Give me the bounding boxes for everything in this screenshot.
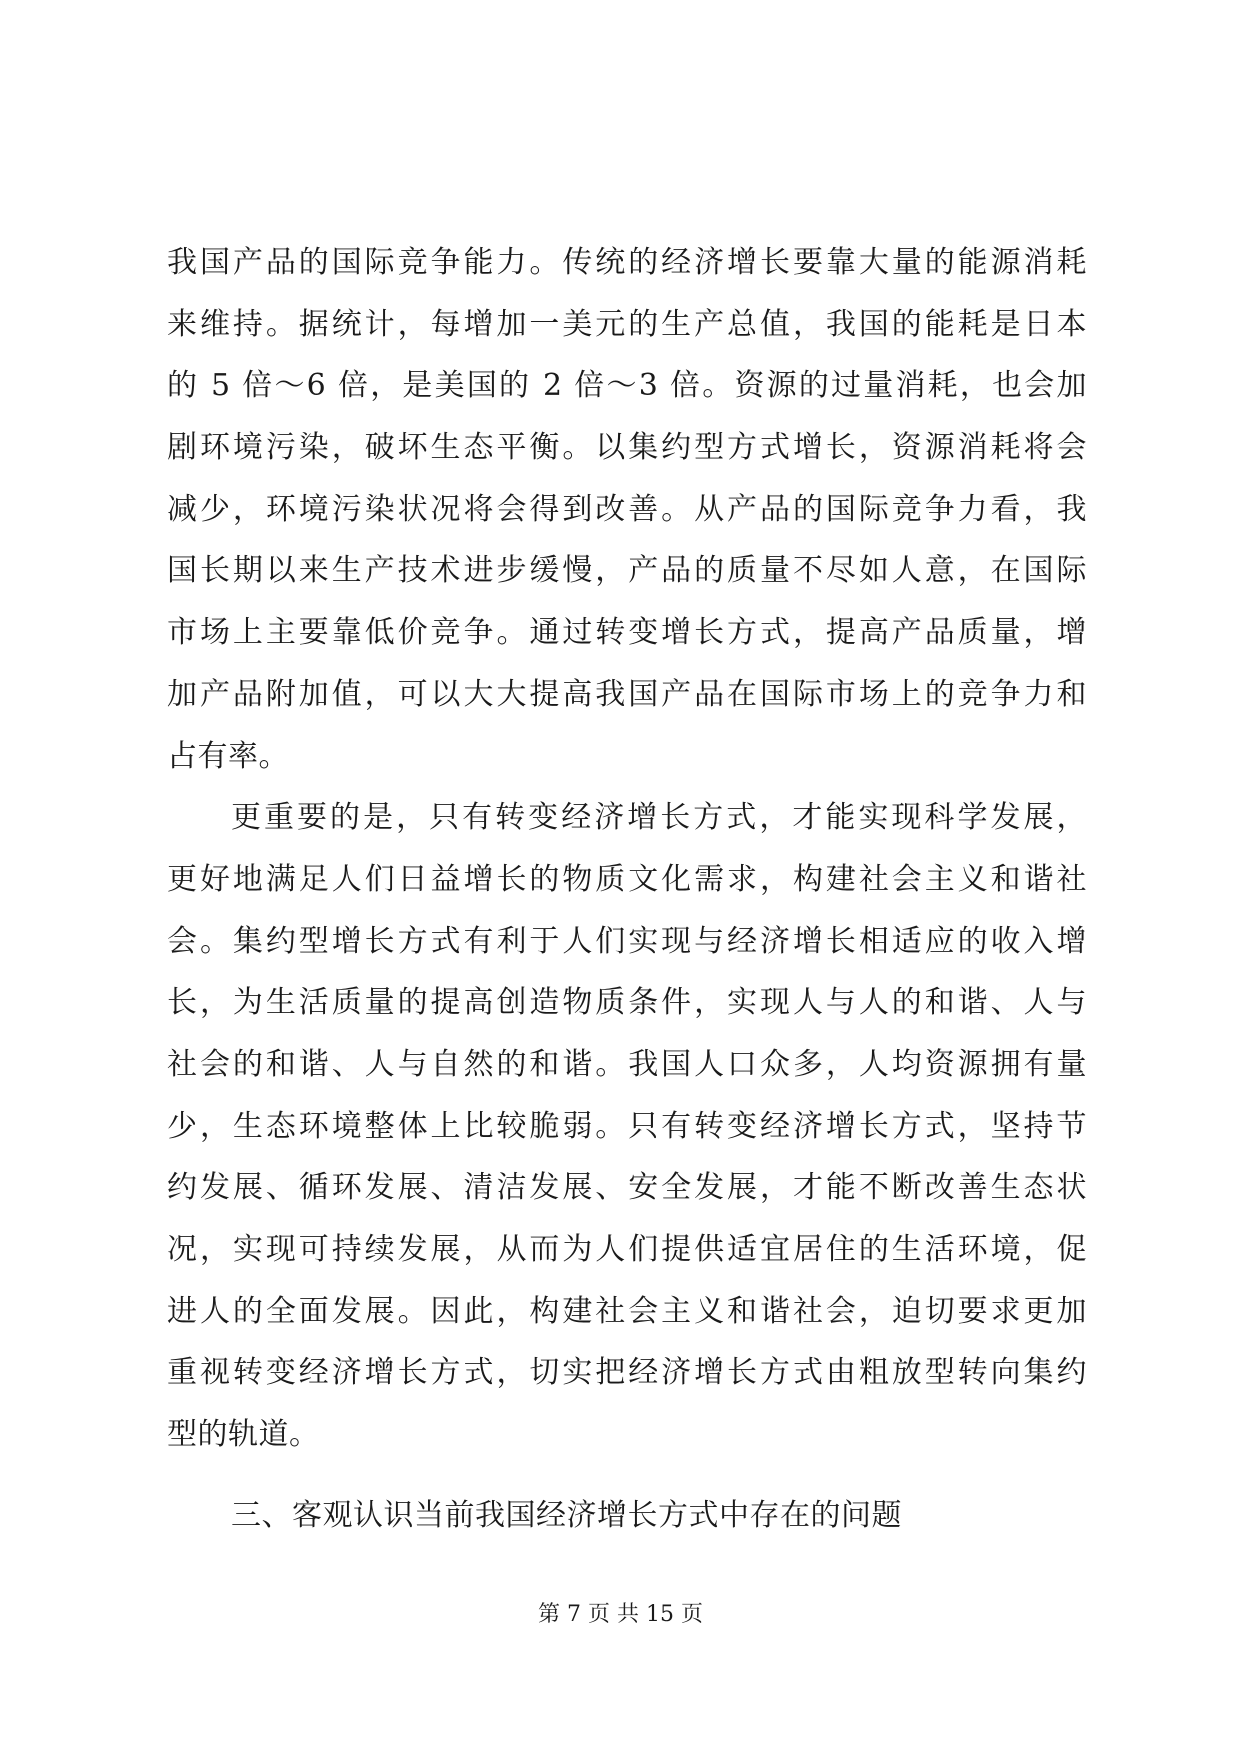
paragraph-line: 型的轨道。 [167, 1417, 320, 1453]
page-number-label: 第 7 页 共 15 页 [538, 1602, 703, 1627]
paragraph-line: 会。集约型增长方式有利于人们实现与经济增长相适应的收入增 [167, 923, 1087, 959]
paragraph-line: 约发展、循环发展、清洁发展、安全发展，才能不断改善生态状 [167, 1170, 1087, 1206]
paragraph-line: 减少，环境污染状况将会得到改善。从产品的国际竞争力看，我 [167, 491, 1087, 527]
paragraph-line: 更重要的是，只有转变经济增长方式，才能实现科学发展， [231, 800, 1087, 836]
paragraph-line: 我国产品的国际竞争能力。传统的经济增长要靠大量的能源消耗 [167, 245, 1087, 280]
paragraph-line: 更好地满足人们日益增长的物质文化需求，构建社会主义和谐社 [167, 861, 1087, 897]
page-footer [0, 1600, 1241, 1630]
paragraph-line: 长，为生活质量的提高创造物质条件，实现人与人的和谐、人与 [167, 985, 1087, 1021]
paragraph-line: 进人的全面发展。因此，构建社会主义和谐社会，迫切要求更加 [167, 1293, 1087, 1329]
paragraph-line: 重视转变经济增长方式，切实把经济增长方式由粗放型转向集约 [167, 1355, 1087, 1391]
paragraph-line: 剧环境污染，破坏生态平衡。以集约型方式增长，资源消耗将会 [167, 430, 1087, 466]
paragraph-line: 来维持。据统计，每增加一美元的生产总值，我国的能耗是日本 [167, 306, 1087, 342]
body-text [167, 232, 1087, 1466]
paragraph-line: 社会的和谐、人与自然的和谐。我国人口众多，人均资源拥有量 [167, 1046, 1087, 1082]
paragraph-line: 少，生态环境整体上比较脆弱。只有转变经济增长方式，坚持节 [167, 1108, 1087, 1144]
section-heading: 三、客观认识当前我国经济增长方式中存在的问题 [231, 1498, 902, 1533]
paragraph-line: 国长期以来生产技术进步缓慢，产品的质量不尽如人意，在国际 [167, 553, 1087, 589]
paragraph-line: 占有率。 [167, 738, 289, 774]
paragraph-line: 的 5 倍～6 倍，是美国的 2 倍～3 倍。资源的过量消耗，也会加 [167, 368, 1087, 404]
paragraph-line: 市场上主要靠低价竞争。通过转变增长方式，提高产品质量，增 [167, 615, 1087, 651]
paragraph-line: 况，实现可持续发展，从而为人们提供适宜居住的生活环境，促 [167, 1232, 1087, 1267]
paragraph-line: 加产品附加值，可以大大提高我国产品在国际市场上的竞争力和 [167, 676, 1087, 712]
